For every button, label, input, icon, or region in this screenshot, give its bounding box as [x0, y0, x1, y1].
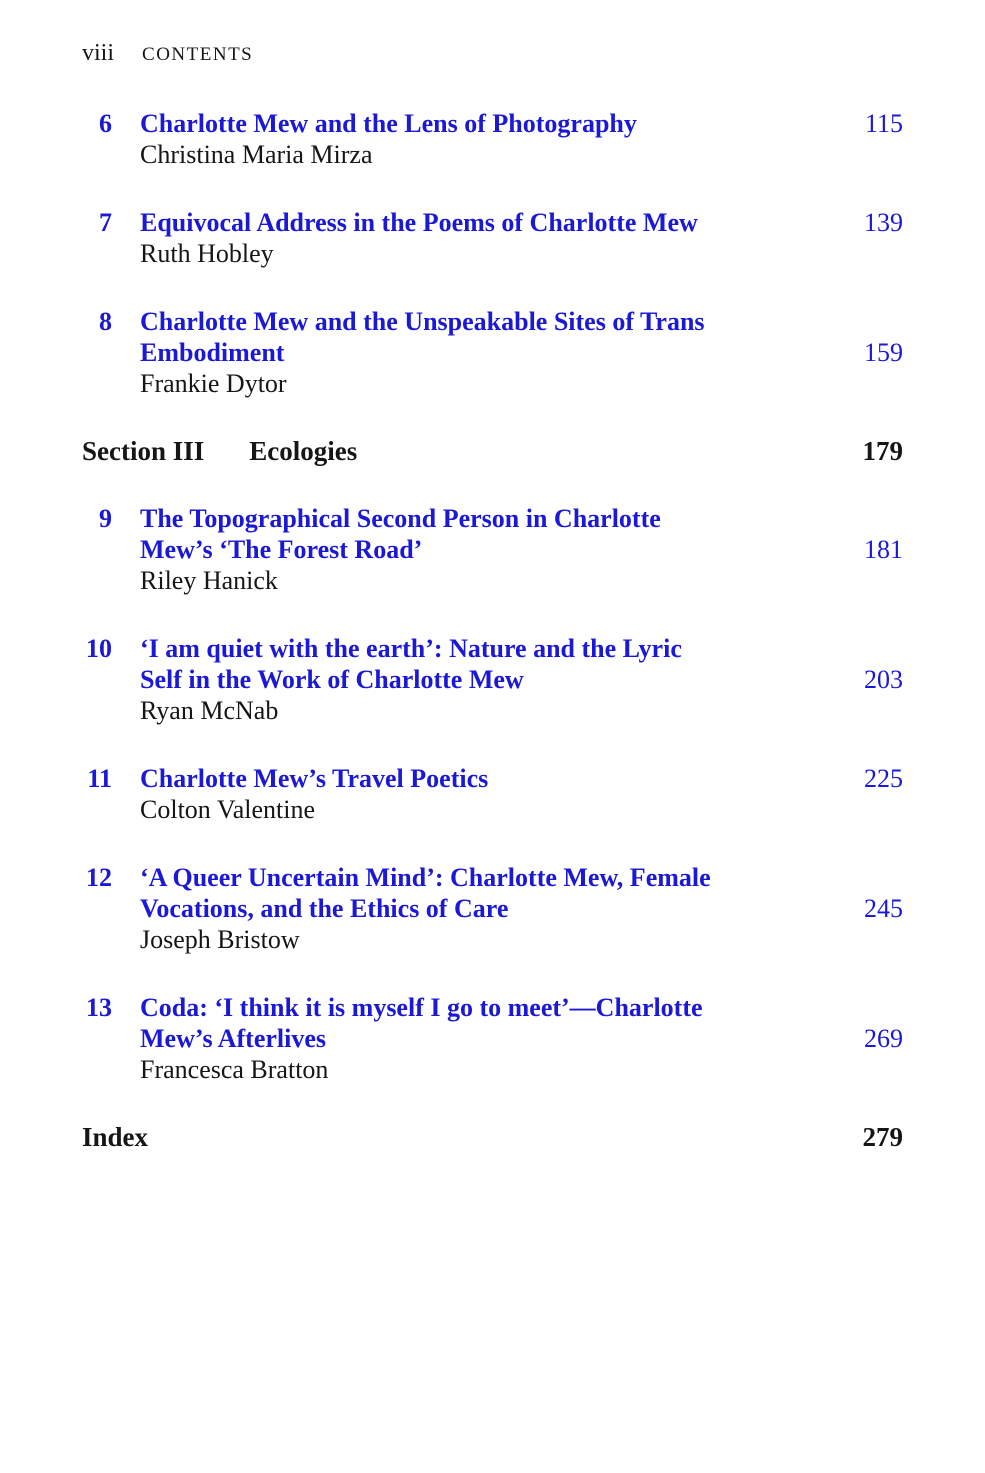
- toc-entry-7: [82, 207, 903, 269]
- chapter-title[interactable]: [140, 992, 703, 1054]
- chapter-author: Ryan McNab: [140, 696, 279, 725]
- chapter-title-line: Embodiment: [140, 338, 285, 367]
- chapter-author: Frankie Dytor: [140, 369, 287, 398]
- toc-entry-10: [82, 633, 903, 726]
- index-label: Index: [82, 1122, 149, 1152]
- chapter-title[interactable]: [140, 633, 682, 695]
- chapter-title[interactable]: [140, 108, 637, 139]
- chapter-author: Colton Valentine: [140, 795, 316, 824]
- chapter-title[interactable]: [140, 763, 488, 794]
- chapter-author: Riley Hanick: [140, 566, 278, 595]
- toc-entry-9: [82, 503, 903, 596]
- chapter-title-line: Mew’s Afterlives: [140, 1024, 327, 1053]
- chapter-page-number[interactable]: 159: [864, 338, 903, 367]
- chapter-page-number[interactable]: 181: [864, 535, 903, 564]
- chapter-page-number[interactable]: 115: [864, 109, 903, 138]
- chapter-number: 10: [86, 634, 112, 663]
- chapter-title-line: Charlotte Mew and the Lens of Photography: [140, 109, 637, 138]
- chapter-author: Joseph Bristow: [140, 925, 300, 954]
- chapter-number: 11: [87, 764, 112, 793]
- chapter-title-line: ‘A Queer Uncertain Mind’: Charlotte Mew, Female: [140, 863, 711, 892]
- page-folio: viii: [82, 40, 115, 66]
- chapter-title-line: Self in the Work of Charlotte Mew: [140, 665, 524, 694]
- chapter-title[interactable]: [140, 503, 661, 565]
- section-heading: [82, 436, 903, 467]
- chapter-title-line: ‘I am quiet with the earth’: Nature and the Lyric: [140, 634, 682, 663]
- chapter-title-line: Charlotte Mew and the Unspeakable Sites of Trans: [140, 307, 705, 336]
- chapter-page-number[interactable]: 203: [864, 665, 903, 694]
- chapter-page-number[interactable]: 245: [864, 894, 903, 923]
- chapter-number: 6: [99, 109, 112, 138]
- toc-entry-11: [82, 763, 903, 825]
- chapter-author: Francesca Bratton: [140, 1055, 329, 1084]
- chapter-number: 7: [99, 208, 112, 237]
- index-page-number: 279: [862, 1122, 903, 1152]
- toc-entry-12: [82, 862, 903, 955]
- chapter-author: Ruth Hobley: [140, 239, 274, 268]
- chapter-title-line: Vocations, and the Ethics of Care: [140, 894, 509, 923]
- chapter-number: 12: [86, 863, 112, 892]
- index-row: [82, 1122, 903, 1153]
- toc-entry-8: [82, 306, 903, 399]
- chapter-title-line: The Topographical Second Person in Charlotte: [140, 504, 661, 533]
- chapter-title-line: Mew’s ‘The Forest Road’: [140, 535, 423, 564]
- running-title: CONTENTS: [142, 44, 254, 65]
- table-of-contents: [82, 108, 903, 1153]
- chapter-title-line: Equivocal Address in the Poems of Charlotte Mew: [140, 208, 698, 237]
- chapter-number: 9: [99, 504, 112, 533]
- chapter-author: Christina Maria Mirza: [140, 140, 373, 169]
- chapter-title[interactable]: [140, 862, 711, 924]
- chapter-page-number[interactable]: 139: [864, 208, 903, 237]
- toc-entry-6: [82, 108, 903, 170]
- section-label: Section III: [82, 436, 205, 466]
- chapter-title[interactable]: [140, 306, 705, 368]
- chapter-page-number[interactable]: 269: [864, 1024, 903, 1053]
- chapter-title[interactable]: [140, 207, 698, 238]
- section-page-number: 179: [862, 436, 903, 466]
- chapter-number: 8: [99, 307, 112, 336]
- toc-entry-13: [82, 992, 903, 1085]
- chapter-title-line: Charlotte Mew’s Travel Poetics: [140, 764, 489, 793]
- chapter-page-number[interactable]: 225: [864, 764, 903, 793]
- running-head: [82, 40, 903, 66]
- chapter-number: 13: [86, 993, 112, 1022]
- section-name: Ecologies: [249, 436, 358, 466]
- chapter-title-line: Coda: ‘I think it is myself I go to meet’—Charlotte: [140, 993, 703, 1022]
